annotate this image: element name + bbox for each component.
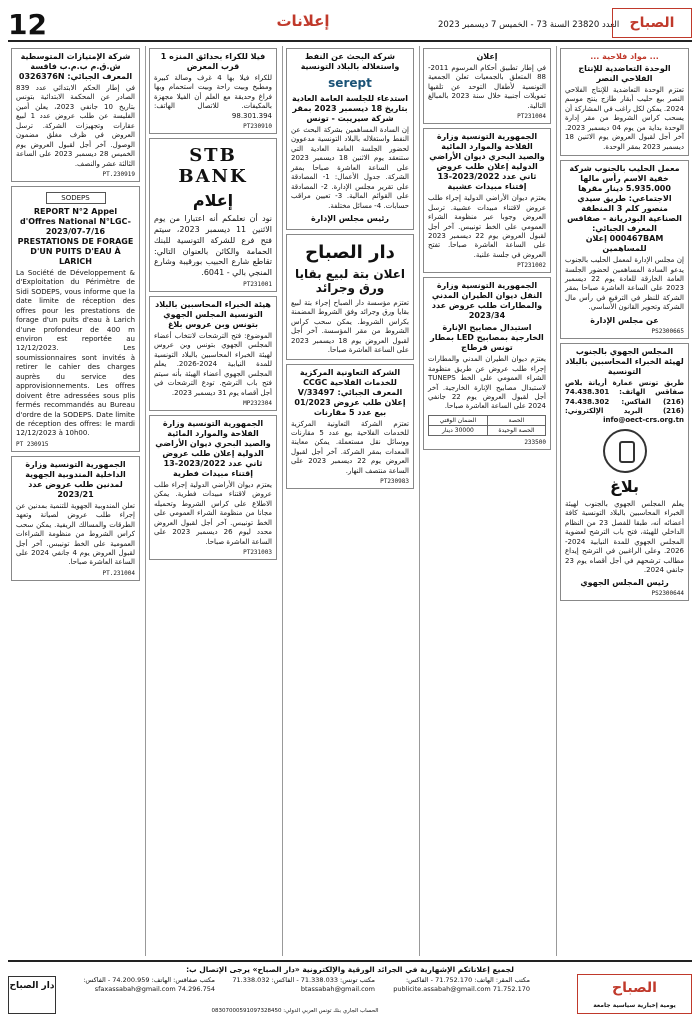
ad-oaca	[423, 277, 551, 450]
ad-ref: 233500	[524, 438, 546, 446]
footer-sfax-office: مكتب صفاقس: الهاتف: 74.200.959 - الفاكس: 74.296.754 sfaxassabah@gmail.com	[83, 976, 215, 993]
ad-body: نود أن نعلمكم أنه اعتبارا من يوم الاثنين 11 ديسمبر 2023، سيتم فتح فرع للشركة التونسية للبنك الحمامة والكائن بالعنوان التالي: تقاطع شارع الحبيب بورقيبة وشارع المنجي بالي - 6041.	[154, 214, 272, 278]
ad-title: شركة البحث عن النفط واستغلاله بالبلاد التونسية	[300, 52, 400, 71]
ad-title: ... مواد فلاحية ...	[590, 52, 659, 61]
page-number: 12	[8, 8, 47, 41]
sodeps-logo: SODEPS	[46, 192, 106, 204]
ad-ref: PT231002	[517, 262, 546, 270]
ad-title: الجمهورية التونسية وزارة الداخلية المندوبية الجهوية لمدنين طلب عروض عدد 2023/21	[25, 459, 126, 499]
ad-body: تعتزم الوحدة التعاضدية للإنتاج الفلاحي النصر بيع حليب أبقار طازج ينتج موسم 2024. يمكن لكل راغب في المشاركة أن يسحب كراس الشروط من مقر إدارة الوحدة بداية من يوم 04 ديسمبر 2023. آخر أجل لقبول العروض يوم الاثنين 18 ديسمبر 2023 بمقر الوحدة.	[565, 86, 684, 151]
ad-villa	[149, 48, 277, 134]
ad-title: الجمهورية التونسية وزارة الفلاحة والموارد المائية والصيد البحري ديوان الأراضي الدولية إعلان طلب عروض ثاني عدد 2023/2022-13 إقتناء مبيدات فطرية	[155, 419, 271, 479]
ad-ref: PT230910	[243, 123, 272, 131]
ad-ref: PT 230915	[16, 440, 49, 448]
footer-logo	[577, 974, 692, 1014]
ad-ref: PT231001	[243, 280, 272, 288]
section-title: إعلانات	[276, 12, 330, 30]
page-footer	[8, 960, 692, 1014]
table-cell: الحصة	[487, 415, 545, 425]
ad-body: تعلن المندوبية الجهوية للتنمية بمدنين عن إجراء طلب عروض لصيانة وتعهد الطرقات والمسالك الريفية. يمكن سحب كراس الشروط من منظومة الشراءات العمومية على الخط تونيبس. آخر أجل لقبول العروض يوم 4 جانفي 2024 على الساعة العاشرة صباحا.	[16, 501, 135, 567]
ad-signature: رئيس مجلس الإدارة	[311, 213, 389, 223]
oect-seal-icon	[603, 429, 647, 473]
ad-body: في إطار الحكم الابتدائي عدد 839 الصادر عن المحكمة الابتدائية بتونس بتاريخ 10 جانفي 2023، يعلن أمين الفليسة عن طلب عروض عدد 1 لبيع عقارات وتجهيزات الشركة. ترسل العروض في ظرف مغلق مضمون الوصول. آخر أجل لقبول العروض يوم الخميس 28 ديسمبر 2023 على الساعة الثالثة عشر والنصف.	[16, 84, 136, 168]
footer-account: الحساب الجاري بنك تونس العربي الدولي: 08307000591097328450	[211, 1008, 379, 1014]
ad-title: الجمهورية التونسية وزارة النقل ديوان الطيران المدني والمطارات طلب عروض عدد 2023/34	[431, 281, 543, 321]
ad-body: تعتزم الشركة التعاونية المركزية للخدمات الفلاحية بيع عدد 5 مقارنات ووسائل نقل مستعملة. يمكن معاينة المعدات بمقر الشركة. آخر أجل لقبول العروض يوم 22 ديسمبر 2023 على الساعة منتصف النهار.	[291, 419, 409, 475]
ad-title: المجلس الجهوي بالجنوب لهيئة الخبراء المحاسبين بالبلاد التونسية	[565, 346, 684, 376]
ad-medenine	[11, 456, 140, 581]
ad-title: فيلا للكراء بحدائق المنزه 1 قرب المعرض	[160, 52, 266, 71]
ad-signature: عن مجلس الإدارة	[590, 315, 659, 325]
footer-banner: لجميع إعلاناتكم الإشهارية في الجرائد الورقية والإلكترونية «دار الصباح» يرجى الإتصال ب:	[186, 965, 514, 974]
ad-milk-plant	[560, 160, 689, 339]
ad-ref: PT231003	[243, 549, 272, 557]
ad-body: يعلم المجلس الجهوي بالجنوب لهيئة الخبراء المحاسبين بالبلاد التونسية كافة أعضائه أنه، طبقا للفصل 23 من النظام الداخلي للهيئة، فتح باب الترشح لعضوية المجلس الجهوي للمدة النيابية 2024-2026. وعلى الراغبين في الترشح إيداع مطالب ترشحهم في أجل أقصاه يوم 23 جانفي 2024.	[565, 499, 684, 574]
newspaper-logo: الصباح	[612, 8, 692, 38]
footer-tagline: يومية إخبارية سياسية جامعة	[593, 1002, 676, 1009]
footer-hq-office: مكتب المقر: الهاتف: 71.752.170 - الفاكس: 71.752.170 publicite.assabah@gmail.com	[393, 976, 530, 993]
ad-ccgc	[286, 364, 414, 490]
ad-subtitle: استبدال مصابيح الإنارة الخارجية بمصابيح LED بمطار تونس قرطاج	[430, 323, 544, 353]
ad-body: في إطار تطبيق أحكام المرسوم 2011-88 المتعلق بالجمعيات تعلن الجمعية التونسية لأطفال التوحد عن تلقيها تمويلات أجنبية خلال سنة 2023 بالمبالغ التالية.	[428, 64, 546, 110]
ad-title: REPORT N°2 Appel d'Offres National N°LGC-2023/07-7/16 PRESTATIONS DE FORAGE D'UN PUITS D'EAU À LARICH	[17, 206, 134, 266]
ad-title: هيئة الخبراء المحاسبين بالبلاد التونسية المجلس الجهوي بتونس وبن عروس بلاغ	[155, 299, 271, 329]
ad-liquidation	[11, 48, 140, 182]
footer-left-logo: دار الصباح	[8, 976, 56, 1014]
footer-logo-text: الصباح	[612, 980, 657, 996]
ad-stb	[149, 138, 277, 292]
ad-ref: PS2300665	[651, 327, 684, 335]
ad-heading: بلاغ	[609, 476, 640, 496]
ad-title: دار الصباح	[305, 241, 395, 263]
ad-ref: MP232304	[243, 400, 272, 408]
ad-ref: PT230983	[380, 478, 409, 486]
ad-body: للكراء فيلا بها 4 غرف وصالة كبيرة ومطبخ وبيت راحة وبيت استحمام وبها فراغ وحديقة مع العلم أن الفيلا مجهزة بالمكيفات. للاتصال الهاتف: 98.301.394	[154, 74, 272, 120]
ad-title: الجمهورية التونسية وزارة الفلاحة والموارد المائية والصيد البحري ديوان الأراضي الدولية إعلان طلب عروض ثاني عدد 2023/2022-13 إقتناء مبيدات عشبية	[429, 132, 545, 192]
ad-ref: PT.231004	[102, 569, 135, 577]
ad-experts-south	[560, 343, 689, 602]
ad-fungicides	[149, 415, 277, 560]
page-header	[8, 8, 692, 42]
ad-ref: PT231004	[517, 113, 546, 121]
column-2	[145, 46, 280, 956]
ad-body: يعتزم ديوان الطيران المدني والمطارات إجراء طلب عروض عن طريق منظومة الشراء العمومي على الخط TUNEPS لاستبدال مصابيح الإنارة الخارجية. آخر أجل لقبول العروض يوم 22 جانفي 2024 على الساعة العاشرة صباحا.	[428, 355, 546, 411]
ad-title: شركة الإمتيازات المتوسطية ش.ق.م ب.م.ب فاقسة المعرف الجبائي: 0326376N	[18, 52, 133, 81]
ad-body: تعتزم مؤسسة دار الصباح إجراء بتة لبيع بقايا ورق وجرائد وفق الشروط المضمنة بكراس الشروط. يمكن سحب كراس الشروط من مقر المؤسسة. آخر أجل لقبول العروض يوم 18 ديسمبر 2023 على الساعة العاشرة صباحا.	[291, 298, 409, 355]
ad-ref: PT.230919	[102, 170, 135, 178]
ad-body: الموضوع: فتح الترشحات لانتخاب أعضاء المجلس الجهوي بتونس وبن عروس لهيئة الخبراء المحاسبين بالبلاد التونسية للمدة النيابية 2024-2026. يعلم المجلس الجهوي أعضاء الهيئة بأنه سيتم فتح باب الترشح. تودع الترشحات في أجل أقصاه يوم 31 ديسمبر 2023.	[154, 331, 272, 397]
ad-ref: PS2300644	[651, 590, 684, 598]
ad-association	[423, 48, 551, 124]
footer-tunis-office: مكتب تونس: 71.338.033 - الفاكس: 71.338.032 btassabah@gmail.com	[232, 976, 375, 993]
serept-logo: serept	[328, 76, 372, 90]
ads-columns	[8, 46, 692, 956]
ad-body: La Société de Développement & d'Exploitation du Périmètre de Sidi SODEPS, vous informe que la date limite de réception des offres pour les prestations de forage d'un puits d'eau à Larich d'une profondeur de 400 m environ est reportée au 12/12/2023. Les soumissionnaires sont invités à retirer le cahier des charges auprès du service des approvisionnements. Les offres doivent être adressées sous plis fermés recommandés au Bureau d'ordre de la SODEPS. Date limite de réception des offres: le mardi 12/12/2023 à 10h00.	[16, 268, 135, 438]
column-5	[556, 46, 692, 956]
table-cell: الضمان الوقتي	[429, 415, 488, 425]
ad-herbicides	[423, 128, 551, 273]
table-cell: 30000 دينار	[429, 425, 488, 435]
ad-body: إن السادة المساهمين بشركة البحث عن النفط واستغلاله بالبلاد التونسية مدعوون لحضور الجلسة العامة العادية التي ستنعقد يوم الاثنين 18 ديسمبر 2023 على الساعة العاشرة صباحا بمقر الشركة. جدول الأعمال: 1- المصادقة على تقرير مجلس الإدارة. 2- المصادقة على القوائم المالية. 3- تعيين مراقب حسابات. 4- مسائل مختلفة.	[291, 126, 409, 210]
ad-title: معمل الحليب بالجنوب شركة خفية الاسم رأس مالها 5.935.000 دينار مقرها الاجتماعي: طريق سيدي منصور كلم 3 المنطقة الصناعية البودريانة - صفاقس المعرف الجبائي: 000467BAM إعلان للمساهمين	[567, 164, 682, 254]
ad-title: إعلان	[476, 52, 498, 61]
ad-heading: إعلام	[192, 191, 234, 211]
ad-body: يعتزم ديوان الأراضي الدولية إجراء طلب عروض لاقتناء مبيدات عشبية. ترسل العروض وجوبا عبر منظومة الشراء العمومي على الخط تونيبس. آخر أجل لقبول العروض يوم 22 ديسمبر 2023 على الساعة العاشرة صباحا. تفتح العروض في جلسة علنية.	[428, 194, 546, 259]
ad-serept	[286, 48, 414, 230]
ad-subtitle: الوحدة التعاضدية للإنتاج الفلاحي النصر	[578, 64, 671, 83]
column-3	[282, 46, 417, 956]
ad-body: إن مجلس الإدارة لمعمل الحليب بالجنوب يدعو السادة المساهمين لحضور الجلسة العامة الخارقة للعادة يوم 22 ديسمبر 2023 على الساعة العاشرة صباحا بمقر الشركة للنظر في الترفيع في رأس مال الشركة وتحوير القانون الأساسي.	[565, 256, 684, 312]
ad-title: الشركة التعاونية المركزية للخدمات الفلاحية CCGC المعرف الجبائي: V/33497 إعلان طلب عروض 01/2023 بيع عدد 5 مقارنات	[294, 367, 406, 417]
ad-subtitle: استدعاء للجلسة العامة العادية بتاريخ 18 ديسمبر 2023 بمقر شركة سيريبت - تونس	[292, 94, 408, 123]
table-cell: الحصة الوحيدة	[487, 425, 545, 435]
ad-body: يعتزم ديوان الأراضي الدولية إجراء طلب عروض لاقتناء مبيدات فطرية. يمكن الاطلاع على كراس الشروط وتحميله مجانا من منظومة الشراء العمومي على الخط تونيبس. آخر أجل لقبول العروض محدد ليوم 26 ديسمبر 2023 على الساعة العاشرة صباحا.	[154, 481, 272, 546]
ad-address: طريق تونس عمارة أريانة بلاص صفاقس الهاتف: 74.438.301 (216) الفاكس: 74.438.302 (216) البريد الإلكتروني: info@oect-crs.org.tn	[565, 378, 684, 425]
ad-sodeps	[11, 186, 140, 452]
ad-signature: رئيس المجلس الجهوي	[580, 578, 669, 588]
column-4	[419, 46, 554, 956]
stb-logo: STB BANK	[178, 145, 248, 188]
issue-info: العدد 23820 السنة 73 - الخميس 7 ديسمبر 2023	[438, 20, 620, 30]
column-1	[8, 46, 143, 956]
ad-dar-assabah	[286, 234, 414, 360]
ad-subtitle: اعلان بتة لبيع بقايا ورق وجرائد	[294, 266, 406, 295]
ad-experts	[149, 296, 277, 411]
ad-farm-products	[560, 48, 689, 156]
guarantee-table	[428, 415, 546, 436]
